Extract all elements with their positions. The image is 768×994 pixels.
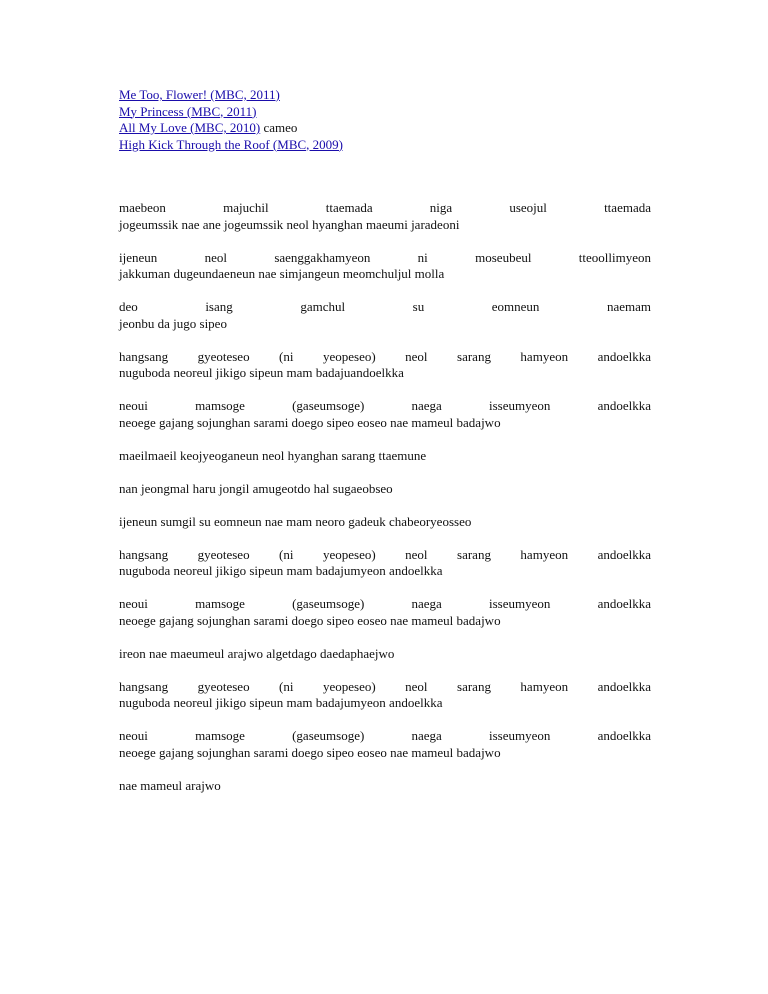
lyric-line: deo isang gamchul su eomneun naemam bbox=[119, 299, 651, 314]
lyric-line: hangsang gyeoteseo (ni yeopeseo) neol sarang hamyeon andoelkka bbox=[119, 348, 651, 364]
drama-credits-list bbox=[119, 87, 343, 153]
lyric-line: neoege gajang sojunghan sarami doego sipeo eoseo nae mameul badajwo bbox=[119, 612, 501, 628]
lyric-paragraph bbox=[119, 448, 651, 465]
lyric-line: nae mameul arajwo bbox=[119, 777, 221, 793]
credit-link[interactable]: High Kick Through the Roof (MBC, 2009) bbox=[119, 136, 343, 152]
lyric-line: maeilmaeil keojyeoganeun neol hyanghan sarang ttaemune bbox=[119, 447, 427, 463]
lyric-line: nuguboda neoreul jikigo sipeun mam badajumyeon andoelkka bbox=[119, 563, 443, 578]
lyric-line: jeonbu da jugo sipeo bbox=[119, 315, 227, 331]
lyric-paragraph bbox=[119, 200, 651, 233]
lyric-paragraph bbox=[119, 778, 651, 795]
lyric-paragraph bbox=[119, 679, 651, 712]
lyric-line: ireon nae maeumeul arajwo algetdago daedaphaejwo bbox=[119, 645, 395, 661]
lyric-line: neoui mamsoge (gaseumsoge) naega isseumyeon andoelkka bbox=[119, 728, 651, 743]
lyric-paragraph bbox=[119, 398, 651, 431]
lyric-line: nan jeongmal haru jongil amugeotdo hal sugaeobseo bbox=[119, 480, 393, 496]
lyric-line: ijeneun sumgil su eomneun nae mam neoro gadeuk chabeoryeosseo bbox=[119, 513, 472, 529]
lyric-line: hangsang gyeoteseo (ni yeopeseo) neol sarang hamyeon andoelkka bbox=[119, 678, 651, 694]
lyric-paragraph bbox=[119, 299, 651, 332]
credit-link[interactable]: Me Too, Flower! (MBC, 2011) bbox=[119, 87, 280, 102]
lyric-paragraph bbox=[119, 349, 651, 382]
lyric-line: jogeumssik nae ane jogeumssik neol hyanghan maeumi jaradeoni bbox=[119, 216, 460, 232]
lyric-paragraph bbox=[119, 547, 651, 580]
credit-item bbox=[119, 87, 343, 104]
lyric-line: hangsang gyeoteseo (ni yeopeseo) neol sarang hamyeon andoelkka bbox=[119, 546, 651, 562]
lyrics-body bbox=[119, 200, 651, 811]
credit-link[interactable]: My Princess (MBC, 2011) bbox=[119, 103, 257, 119]
lyric-line: neoui mamsoge (gaseumsoge) naega isseumyeon andoelkka bbox=[119, 398, 651, 413]
lyric-paragraph bbox=[119, 728, 651, 761]
lyric-line: ijeneun neol saenggakhamyeon ni moseubeul tteoollimyeon bbox=[119, 249, 651, 265]
credit-suffix: cameo bbox=[260, 120, 298, 135]
lyric-line: neoege gajang sojunghan sarami doego sipeo eoseo nae mameul badajwo bbox=[119, 414, 501, 430]
lyric-line: nuguboda neoreul jikigo sipeun mam badajuandoelkka bbox=[119, 365, 404, 380]
lyric-paragraph bbox=[119, 596, 651, 629]
lyric-paragraph bbox=[119, 481, 651, 498]
lyric-line: jakkuman dugeundaeneun nae simjangeun meomchuljul molla bbox=[119, 266, 445, 281]
lyric-paragraph bbox=[119, 514, 651, 531]
lyric-line: neoui mamsoge (gaseumsoge) naega isseumyeon andoelkka bbox=[119, 596, 651, 611]
lyric-line: maebeon majuchil ttaemada niga useojul ttaemada bbox=[119, 200, 651, 215]
lyric-line: neoege gajang sojunghan sarami doego sipeo eoseo nae mameul badajwo bbox=[119, 744, 501, 760]
lyric-line: nuguboda neoreul jikigo sipeun mam badajumyeon andoelkka bbox=[119, 695, 443, 710]
credit-item bbox=[119, 104, 343, 121]
credit-link[interactable]: All My Love (MBC, 2010) bbox=[119, 120, 261, 135]
credit-item bbox=[119, 120, 343, 137]
lyric-paragraph bbox=[119, 250, 651, 283]
credit-item bbox=[119, 137, 343, 154]
lyric-paragraph bbox=[119, 646, 651, 663]
